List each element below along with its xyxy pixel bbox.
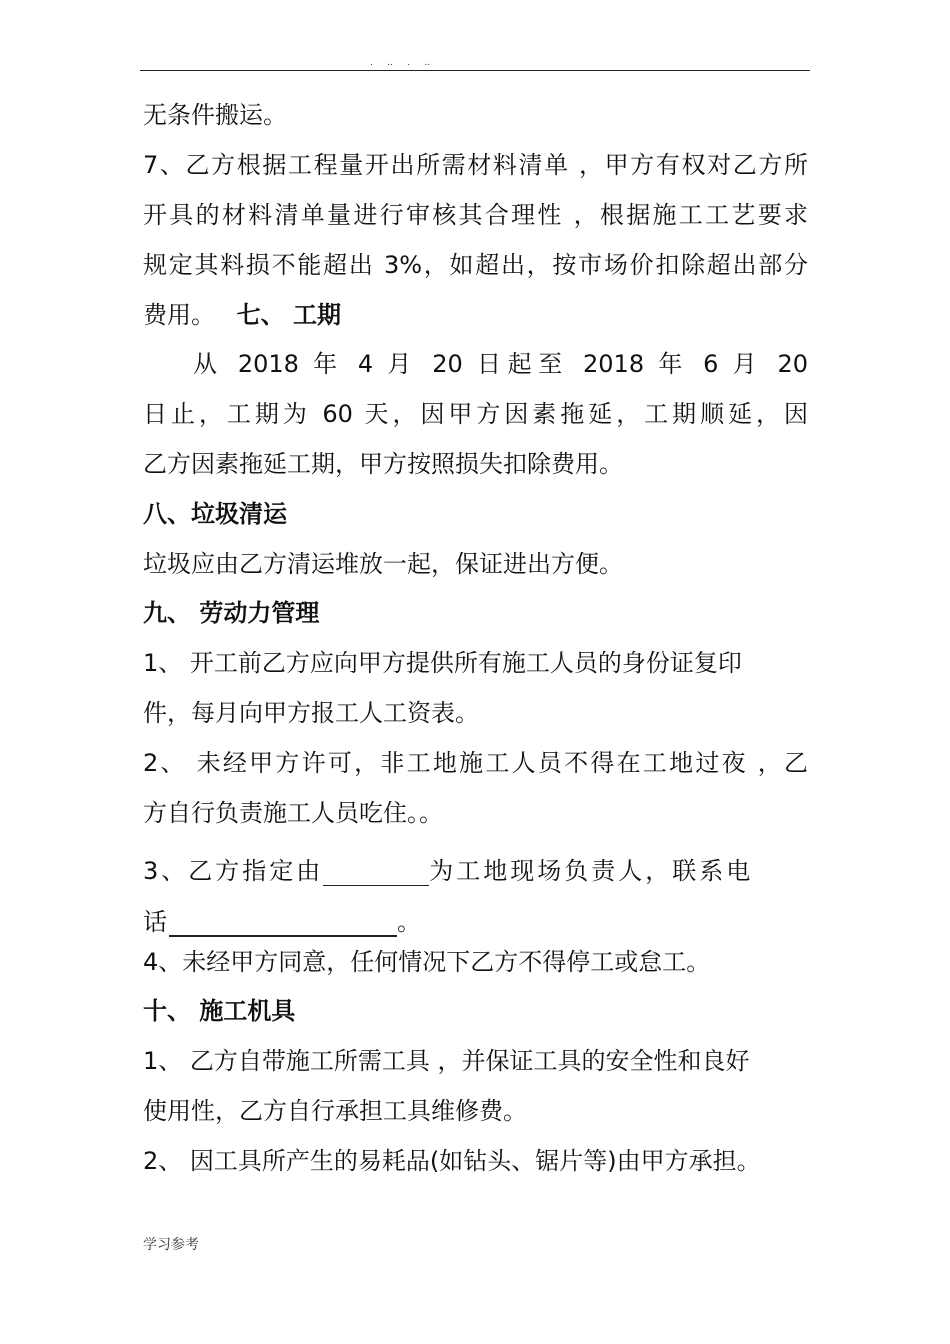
text-line: 乙方因素拖延工期，甲方按照损失扣除费用。 <box>143 450 623 478</box>
text-line: 开具的材料清单量进行审核其合理性 ，根据施工工艺要求 <box>143 201 808 229</box>
responsible-person-blank[interactable] <box>323 847 429 886</box>
text-line: 2、 因工具所产生的易耗品(如钻头、锯片等)由甲方承担。 <box>143 1147 761 1175</box>
text-line: 4、未经甲方同意，任何情况下乙方不得停工或怠工。 <box>143 948 711 976</box>
header-rule <box>140 70 810 71</box>
header-marks: . .. . .. <box>370 58 431 68</box>
phone-blank[interactable] <box>169 897 397 937</box>
text-line: 方自行负责施工人员吃住。。 <box>143 799 443 827</box>
text-line: 垃圾应由乙方清运堆放一起，保证进出方便。 <box>143 550 623 578</box>
text-line: 从 2018 年 4 月 20 日起至 2018 年 6 月 20 <box>193 350 808 378</box>
section-heading-7: 七、 工期 <box>236 301 341 329</box>
text-line: 规定其料损不能超出 3%，如超出，按市场价扣除超出部分 <box>143 251 808 279</box>
footer-label: 学习参考 <box>143 1237 199 1253</box>
section-heading-10: 十、 施工机具 <box>143 997 296 1025</box>
section-heading-8: 八、垃圾清运 <box>143 500 287 528</box>
text-line: 使用性，乙方自行承担工具维修费。 <box>143 1097 527 1125</box>
section-heading-9: 九、 劳动力管理 <box>143 599 320 627</box>
text-line <box>143 847 808 886</box>
text-line <box>143 300 808 330</box>
text-line: 1、 开工前乙方应向甲方提供所有施工人员的身份证复印 <box>143 649 742 677</box>
text-fragment: 。 <box>397 908 421 936</box>
text-line: 7、乙方根据工程量开出所需材料清单 ，甲方有权对乙方所 <box>143 151 808 179</box>
text-fragment: 话 <box>143 908 167 936</box>
text-fragment: 费用。 <box>143 301 215 329</box>
text-line: 无条件搬运。 <box>143 101 287 129</box>
text-fragment: 3、乙方指定由 <box>143 857 324 885</box>
text-line: 件，每月向甲方报工人工资表。 <box>143 699 479 727</box>
text-line <box>143 897 808 937</box>
text-line: 2、 未经甲方许可，非工地施工人员不得在工地过夜 ，乙 <box>143 749 808 777</box>
text-line: 日止，工期为 60 天，因甲方因素拖延，工期顺延，因 <box>143 400 808 428</box>
text-line: 1、 乙方自带施工所需工具 ，并保证工具的安全性和良好 <box>143 1047 750 1075</box>
text-fragment: 为工地现场负责人，联系电 <box>429 857 754 885</box>
